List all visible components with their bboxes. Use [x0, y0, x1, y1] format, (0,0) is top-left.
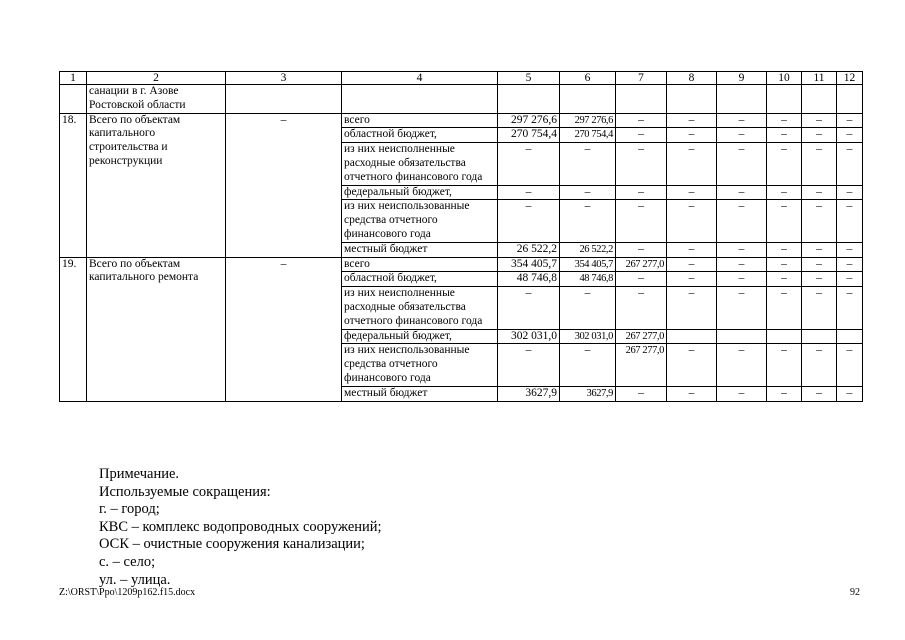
value-cell: –: [616, 386, 667, 401]
value-cell: –: [616, 242, 667, 257]
value-cell: 302 031,0: [498, 329, 560, 344]
value-cell: [717, 329, 767, 344]
value-cell: 267 277,0: [616, 344, 667, 386]
value-cell: 48 746,8: [498, 272, 560, 287]
value-cell: –: [717, 143, 767, 185]
value-cell: –: [498, 287, 560, 329]
budget-table: [59, 71, 863, 402]
value-cell: –: [837, 344, 863, 386]
value-cell: –: [767, 257, 802, 272]
note-line: ОСК – очистные сооружения канализации;: [99, 536, 365, 553]
value-cell: –: [616, 272, 667, 287]
value-cell: –: [837, 143, 863, 185]
header-cell: 6: [560, 72, 616, 85]
value-cell: –: [616, 143, 667, 185]
header-cell: 2: [87, 72, 226, 85]
value-cell: –: [498, 185, 560, 200]
value-cell: –: [767, 185, 802, 200]
page-number: 92: [850, 587, 860, 598]
header-cell: 8: [667, 72, 717, 85]
funding-source: областной бюджет,: [342, 272, 498, 287]
value-cell: –: [667, 200, 717, 242]
value-cell: –: [667, 185, 717, 200]
note-line: ул. – улица.: [99, 571, 171, 588]
row-number: 19.: [60, 257, 87, 401]
value-cell: [667, 329, 717, 344]
value-cell: –: [616, 287, 667, 329]
value-cell: –: [667, 143, 717, 185]
value-cell: –: [717, 386, 767, 401]
value-cell: –: [767, 200, 802, 242]
table-body: [60, 72, 863, 402]
value-cell: 302 031,0: [560, 329, 616, 344]
funding-source: местный бюджет: [342, 386, 498, 401]
table-row: [60, 257, 863, 272]
value-cell: –: [616, 128, 667, 143]
value-cell: –: [767, 272, 802, 287]
value-cell: –: [837, 128, 863, 143]
value-cell: [767, 329, 802, 344]
value-cell: –: [616, 200, 667, 242]
header-row: [60, 72, 863, 85]
funding-source: из них неиспользованные средства отчетного финансового года: [342, 344, 498, 386]
value-cell: –: [837, 257, 863, 272]
value-cell: –: [717, 272, 767, 287]
note-line: г. – город;: [99, 501, 160, 518]
value-cell: –: [498, 344, 560, 386]
value-cell: –: [667, 287, 717, 329]
funding-source: федеральный бюджет,: [342, 185, 498, 200]
funding-source: местный бюджет: [342, 242, 498, 257]
value-cell: –: [616, 113, 667, 128]
table-row: [60, 113, 863, 128]
value-cell: –: [667, 257, 717, 272]
value-cell: –: [717, 113, 767, 128]
value-cell: –: [667, 272, 717, 287]
value-cell: –: [667, 242, 717, 257]
object-name: санации в г. Азове Ростовской области: [87, 85, 226, 114]
value-cell: –: [667, 128, 717, 143]
value-cell: –: [560, 200, 616, 242]
value-cell: –: [837, 185, 863, 200]
value-cell: –: [667, 113, 717, 128]
header-cell: 5: [498, 72, 560, 85]
value-cell: 26 522,2: [560, 242, 616, 257]
value-cell: 297 276,6: [560, 113, 616, 128]
note-line: Примечание.: [99, 466, 180, 482]
value-cell: –: [802, 344, 837, 386]
value-cell: –: [560, 287, 616, 329]
funding-source: федеральный бюджет,: [342, 329, 498, 344]
value-cell: –: [767, 386, 802, 401]
header-cell: 10: [767, 72, 802, 85]
value-cell: –: [837, 287, 863, 329]
value-cell: –: [802, 113, 837, 128]
value-cell: –: [837, 242, 863, 257]
value-cell: –: [717, 200, 767, 242]
value-cell: –: [802, 287, 837, 329]
value-cell: –: [802, 143, 837, 185]
header-cell: 11: [802, 72, 837, 85]
notes-block: [99, 466, 382, 589]
value-cell: –: [560, 143, 616, 185]
value-cell: 3627,9: [498, 386, 560, 401]
value-cell: 354 405,7: [498, 257, 560, 272]
header-cell: 9: [717, 72, 767, 85]
header-cell: 3: [226, 72, 342, 85]
value-cell: –: [667, 344, 717, 386]
row-number: 18.: [60, 113, 87, 257]
object-name: Всего по объектам капитального ремонта: [87, 257, 226, 401]
value-cell: –: [802, 242, 837, 257]
value-cell: –: [767, 287, 802, 329]
value-cell: –: [717, 185, 767, 200]
value-cell: –: [616, 185, 667, 200]
value-cell: 267 277,0: [616, 329, 667, 344]
value-cell: –: [837, 200, 863, 242]
header-cell: 4: [342, 72, 498, 85]
value-cell: –: [560, 344, 616, 386]
value-cell: –: [802, 185, 837, 200]
value-cell: –: [767, 128, 802, 143]
note-line: с. – село;: [99, 553, 156, 570]
value-cell: –: [802, 257, 837, 272]
funding-source: всего: [342, 257, 498, 272]
value-cell: –: [767, 113, 802, 128]
value-cell: 3627,9: [560, 386, 616, 401]
header-cell: 12: [837, 72, 863, 85]
note-line: Используемые сокращения:: [99, 483, 271, 500]
value-cell: –: [837, 272, 863, 287]
value-cell: –: [498, 143, 560, 185]
value-cell: 270 754,4: [498, 128, 560, 143]
value-cell: –: [560, 185, 616, 200]
value-cell: –: [802, 200, 837, 242]
value-cell: –: [837, 113, 863, 128]
value-cell: –: [717, 287, 767, 329]
value-cell: [837, 329, 863, 344]
value-cell: –: [767, 344, 802, 386]
value-cell: –: [717, 128, 767, 143]
value-cell: 267 277,0: [616, 257, 667, 272]
value-cell: –: [802, 128, 837, 143]
value-cell: –: [802, 386, 837, 401]
value-cell: 270 754,4: [560, 128, 616, 143]
object-address: –: [226, 113, 342, 257]
funding-source: областной бюджет,: [342, 128, 498, 143]
file-path: Z:\ORST\Ppo\1209p162.f15.docx: [59, 587, 196, 598]
value-cell: [802, 329, 837, 344]
value-cell: –: [767, 242, 802, 257]
header-cell: 7: [616, 72, 667, 85]
value-cell: 354 405,7: [560, 257, 616, 272]
value-cell: –: [498, 200, 560, 242]
value-cell: –: [667, 386, 717, 401]
value-cell: –: [802, 272, 837, 287]
funding-source: из них неисполненные расходные обязательства отчетного финансового года: [342, 143, 498, 185]
value-cell: 297 276,6: [498, 113, 560, 128]
table-row: [60, 85, 863, 114]
value-cell: 48 746,8: [560, 272, 616, 287]
value-cell: –: [717, 257, 767, 272]
value-cell: 26 522,2: [498, 242, 560, 257]
funding-source: всего: [342, 113, 498, 128]
funding-source: из них неисполненные расходные обязательства отчетного финансового года: [342, 287, 498, 329]
header-cell: 1: [60, 72, 87, 85]
funding-source: из них неиспользованные средства отчетного финансового года: [342, 200, 498, 242]
value-cell: –: [837, 386, 863, 401]
value-cell: –: [717, 344, 767, 386]
object-address: –: [226, 257, 342, 401]
value-cell: –: [767, 143, 802, 185]
note-line: КВС – комплекс водопроводных сооружений;: [99, 518, 382, 535]
value-cell: –: [717, 242, 767, 257]
object-name: Всего по объектам капитального строительства и реконструкции: [87, 113, 226, 257]
